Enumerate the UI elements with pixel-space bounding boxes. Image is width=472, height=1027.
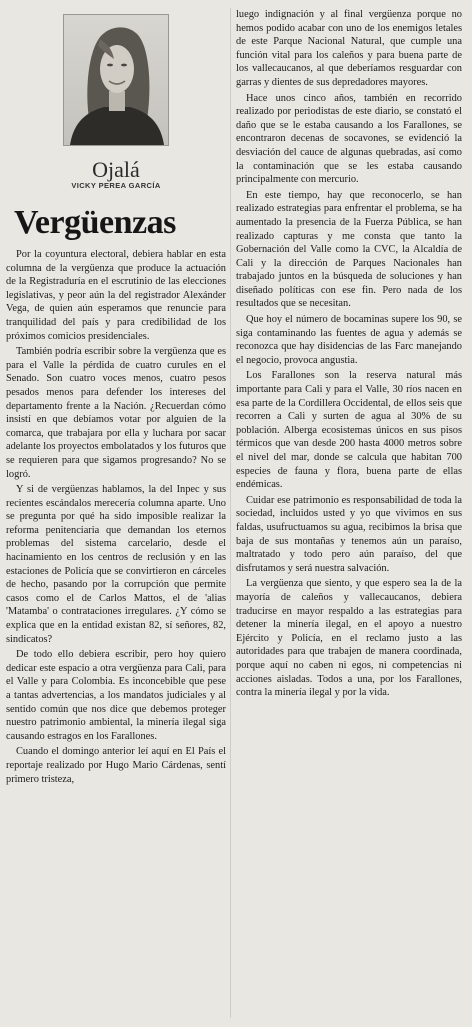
article-headline: Vergüenzas (14, 204, 176, 241)
right-column (236, 8, 462, 702)
author-portrait-image (64, 15, 168, 145)
left-column (6, 8, 226, 788)
body-paragraph: Y si de vergüenzas hablamos, la del Inpec y sus recientes escándalos merecería columna aparte. Uno se pregunta por qué ha sido imposible realizar la reforma penitenciaria que demandan los eternos problemas del sistema carcelario, desde el hacinamiento en los centros de reclusión y en las estaciones de Policía que se convirtieron en cárceles de hecho, pasando por la corrupción que permite casos como el de Carlos Mattos, el de 'alias 'Matamba' o contrataciones irregulares. ¿Y cómo se explica que en la entidad existan 82, sí señores, 82, sindicatos? (6, 484, 226, 645)
body-paragraph: Que hoy el número de bocaminas supere los 90, se siga contaminando las fuentes de agua y además se reconozca que hay disidencias de las Farc manejando el negocio, provoca angustia. (236, 314, 462, 366)
author-byline: VICKY PEREA GARCÍA (71, 181, 161, 190)
body-paragraph: En este tiempo, hay que reconocerlo, se han realizado estrategias para enfrentar el problema, se ha aumentado la presencia de la Fuerza Pública, se han realizado capturas y me consta que tanto la Gobernación del Valle como la CVC, la Alcaldía de Cali y la dirección de Parques Nacionales han trabajado juntos en la búsqueda de soluciones y han diseñado políticas con ese fin. Pero nada de los resultados que se necesitan. (236, 189, 462, 310)
body-paragraph: De todo ello debiera escribir, pero hoy quiero dedicar este espacio a otra vergüenza para Cali, para el Valle y para Colombia. Es inconcebible que pese a tantas advertencias, a los mandatos judiciales y al sentido común que nos dice que debemos proteger nuestro patrimonio ambiental, la minería ilegal siga causando estragos en los Farallones. (6, 649, 226, 742)
body-paragraph: Los Farallones son la reserva natural más importante para Cali y para el Valle, 30 ríos nacen en esa parte de la Cordillera Occidental, de ellos seis que recorren a Cali y surten de agua al 30% de su población. Alberga ecosistemas únicos en sus pisos térmicos que van desde 200 hasta 4000 metros sobre el nivel del mar, donde se calcula que habitan 700 especies de fauna y flora, buena parte de ellas endémicas. (236, 370, 462, 491)
column-divider (230, 8, 231, 1018)
body-paragraph: Cuando el domingo anterior leí aquí en El País el reportaje realizado por Hugo Mario Cárdenas, sentí primero tristeza, (6, 746, 226, 785)
author-photo (63, 14, 169, 146)
body-paragraph: Por la coyuntura electoral, debiera hablar en esta columna de la vergüenza que produce la actuación de la Registraduría en el escrutinio de las elecciones legislativas, y peor aún la del registrador Alexánder Vega, de quien aún esperamos que renuncie para tranquilidad del país y para credibilidad de los próximos comicios presidenciales. (6, 249, 226, 342)
body-paragraph: Cuidar ese patrimonio es responsabilidad de toda la sociedad, incluidos usted y yo que vivimos en sus faldas, usufructuamos su agua, recibimos la brisa que baja de sus montañas y tenemos aún un paraíso, maltratado y todo pero aún paraíso, del que disfrutamos y será nuestra salvación. (236, 494, 462, 574)
body-paragraph: La vergüenza que siento, y que espero sea la de la mayoría de caleños y vallecaucanos, debiera traducirse en mayor respaldo a las estrategias para detener la minería ilegal, en el apoyo a nuestro Ejército y Policía, en el reclamo justo a las autoridades para que trabajen de manera coordinada, porque aquí no caben ni egos, ni competencias ni acciones aisladas. Todos a una, por los Farallones, contra la minería ilegal y por la vida. (236, 578, 462, 699)
body-paragraph: También podría escribir sobre la vergüenza que es para el Valle la pérdida de cuatro curules en el Senado. Son cuatro voces menos, cuatro pesos pesados menos para defender los intereses del departamento frente a la Nación. ¿Recuerdan cómo insistí en que debíamos votar por alguien de la comarca, que trabajara por ella y luchara por sacar adelante los proyectos embolatados y los futuros que se requieren para que sigamos progresando? No se logró. (6, 346, 226, 480)
column-name: Ojalá (92, 157, 140, 182)
body-paragraph-continued: luego indignación y al final vergüenza porque no hemos podido acabar con uno de los enemigos letales de este Parque Nacional Natural, que cumple una función vital para los caleños y para buena parte de los vallecaucanos, al que deberíamos resguardar con garras y dientes de sus depredadores mayores. (236, 9, 462, 88)
body-paragraph: Hace unos cinco años, también en recorrido realizado por periodistas de este diario, se constató el daño que se le estaba causando a los Farallones, se encontraron decenas de socavones, se evidenció la desviación del cauce de algunas quebradas, así como la contaminación que se les estaba causando principalmente con mercurio. (236, 92, 462, 186)
